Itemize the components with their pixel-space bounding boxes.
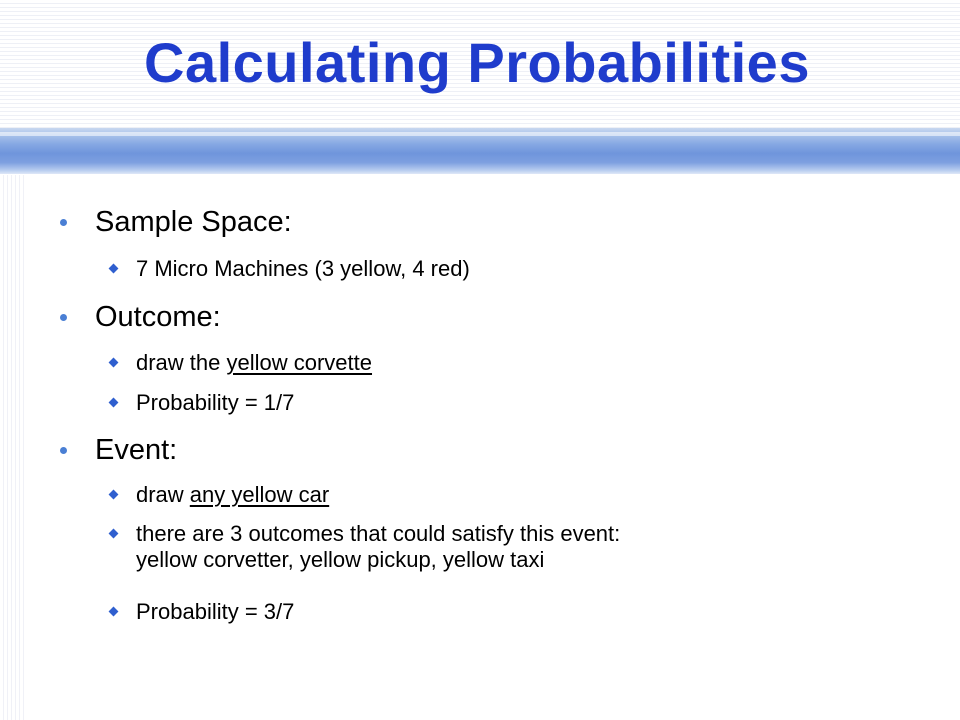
bullet-outcome [95, 301, 221, 334]
bullet-heading: Outcome: [95, 301, 221, 333]
sub-bullet-draw-corvette [136, 350, 372, 376]
sub-bullet-event-probability [136, 599, 294, 625]
sub-bullet-line-2: yellow corvetter, yellow pickup, yellow taxi [136, 547, 545, 572]
sub-bullet-prefix: draw the [136, 350, 227, 375]
bullet-heading: Sample Space: [95, 206, 292, 238]
sub-bullet-text: Probability = 3/7 [136, 599, 295, 624]
diamond-bullet-icon [109, 490, 119, 500]
diamond-bullet-icon [109, 264, 119, 274]
underlined-term: any yellow car [189, 482, 330, 507]
bullet-dot-icon [60, 447, 67, 454]
sub-bullet-draw-any-yellow [136, 482, 329, 508]
sub-bullet-outcome-probability [136, 390, 294, 416]
bullet-event [95, 434, 177, 467]
diamond-bullet-icon [109, 529, 119, 539]
sub-bullet-three-outcomes [136, 521, 620, 547]
bullet-heading: Event: [95, 434, 178, 466]
sub-bullet-text: 7 Micro Machines (3 yellow, 4 red) [136, 256, 470, 281]
bullet-dot-icon [60, 219, 67, 226]
slide-title: Calculating Probabilities [144, 31, 810, 94]
sub-bullet-text: Probability = 1/7 [136, 390, 295, 415]
underlined-term: yellow corvette [226, 350, 373, 375]
diamond-bullet-icon [109, 607, 119, 617]
sub-bullet-three-outcomes-continuation [136, 547, 544, 573]
bullet-dot-icon [60, 314, 67, 321]
bullet-sample-space [95, 206, 292, 239]
diamond-bullet-icon [109, 358, 119, 368]
sub-bullet-prefix: draw [136, 482, 190, 507]
diamond-bullet-icon [109, 398, 119, 408]
sub-bullet-sample-space-detail [136, 256, 470, 282]
sub-bullet-line-1: there are 3 outcomes that could satisfy this event: [136, 521, 621, 546]
